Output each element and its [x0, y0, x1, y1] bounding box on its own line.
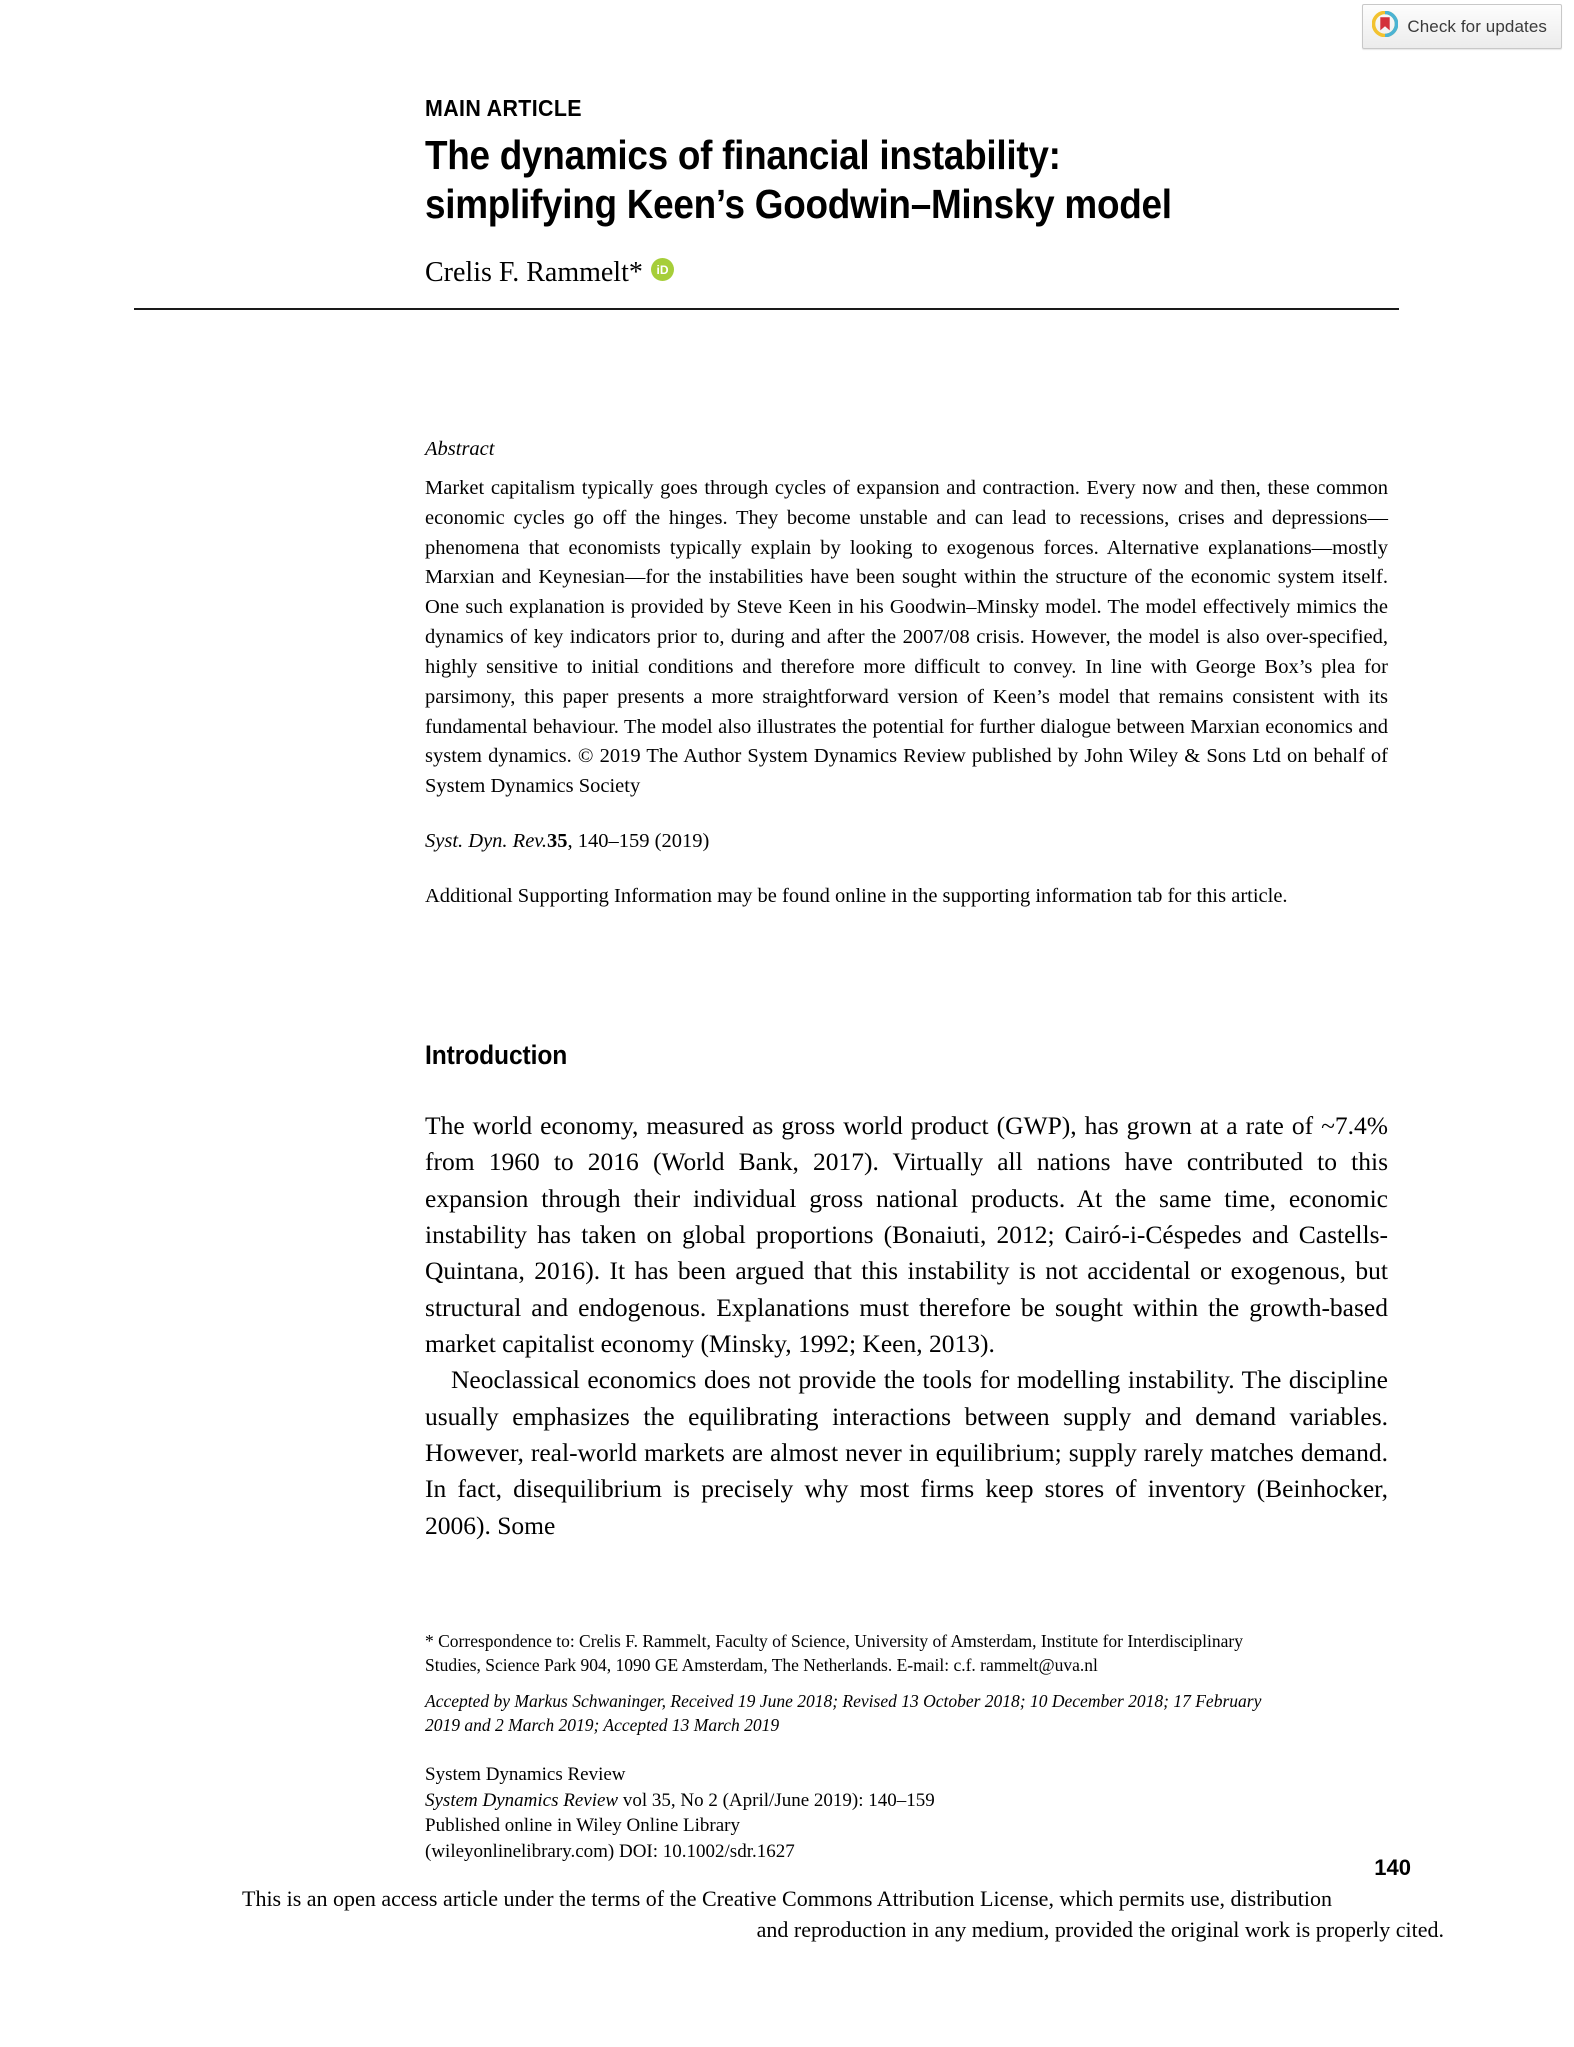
crossmark-icon — [1372, 11, 1398, 42]
license-line-1: This is an open access article under the terms of the Creative Commons Attribution License, which permits use, distribution — [242, 1886, 1332, 1911]
doi-line: (wileyonlinelibrary.com) DOI: 10.1002/sdr.1627 — [425, 1841, 795, 1863]
author-name: Crelis F. Rammelt* — [425, 256, 643, 288]
journal-info-block — [425, 1762, 1295, 1865]
journal-name-italic: System Dynamics Review — [425, 1789, 619, 1811]
abstract-section — [425, 438, 1388, 911]
correspondence-note: * Correspondence to: Crelis F. Rammelt, Faculty of Science, University of Amsterdam, Institute for Interdisciplinary Studies, Science Park 904, 1090 GE Amsterdam, The Netherlands. E-mail: c.f. rammelt@uva.nl — [425, 1631, 1244, 1675]
abstract-copyright: © 2019 The Author System Dynamics Review published by John Wiley & Sons Ltd on behalf of System Dynamics Society — [425, 745, 1388, 798]
check-for-updates-badge[interactable] — [1362, 4, 1562, 49]
page-title — [425, 131, 1414, 229]
paragraph-2: Neoclassical economics does not provide the tools for modelling instability. The discipline usually emphasizes the equilibrating interactions between supply and demand variables. However, real-world markets are almost never in equilibrium; supply rarely matches demand. In fact, disequilibrium is precisely why most firms keep stores of inventory (Beinhocker, 2006). Some — [425, 1365, 1388, 1540]
published-online-note: Published online in Wiley Online Library — [425, 1815, 740, 1837]
title-line-1: The dynamics of financial instability: — [425, 132, 1061, 179]
abstract-body — [425, 474, 1388, 802]
article-kicker: MAIN ARTICLE — [425, 95, 582, 121]
title-line-2: simplifying Keen’s Goodwin–Minsky model — [425, 181, 1172, 228]
footnote-block — [425, 1630, 1295, 1737]
abstract-citation — [425, 827, 1388, 857]
article-header — [425, 96, 1415, 289]
abstract-heading: Abstract — [425, 438, 495, 460]
journal-name: System Dynamics Review — [425, 1764, 626, 1785]
check-for-updates-label: Check for updates — [1407, 16, 1547, 36]
review-dates: Accepted by Markus Schwaninger, Received 19 June 2018; Revised 13 October 2018; 10 December 2018; 17 February 2019 and 2 March 2019; Accepted 13 March 2019 — [425, 1691, 1262, 1735]
orcid-id-icon[interactable] — [651, 256, 674, 290]
citation-rest: , 140–159 (2019) — [567, 829, 710, 852]
section-heading-introduction: Introduction — [425, 1040, 568, 1070]
paragraph-1: The world economy, measured as gross world product (GWP), has grown at a rate of ~7.4% from 1960 to 2016 (World Bank, 2017). Virtually all nations have contributed to this expansion through their individual gross national products. At the same time, economic instability has taken on global proportions (Bonaiuti, 2012; Cairó-i-Céspedes and Castells-Quintana, 2016). It has been argued that this instability is not accidental or exogenous, but structural and endogenous. Explanations must therefore be sought within the growth-based market capitalist economy (Minsky, 1992; Keen, 2013). — [425, 1111, 1388, 1358]
license-line-2: and reproduction in any medium, provided the original work is properly cited. — [756, 1916, 1444, 1942]
citation-journal: Syst. Dyn. Rev. — [425, 829, 547, 852]
svg-text:iD: iD — [656, 262, 669, 277]
page-number: 140 — [1374, 1855, 1411, 1880]
journal-issue-rest: vol 35, No 2 (April/June 2019): 140–159 — [618, 1789, 935, 1811]
journal-issue-line — [425, 1788, 1295, 1814]
supporting-information-note: Additional Supporting Information may be found online in the supporting information tab for this article. — [425, 884, 1288, 907]
abstract-text: Market capitalism typically goes through cycles of expansion and contraction. Every now and then, these common economic cycles go off the hinges. They become unstable and can lead to recessions, crises and depressions—phenomena that economists typically explain by looking to exogenous forces. Alternative explanations—mostly Marxian and Keynesian—for the instabilities have been sought within the structure of the economic system itself. One such explanation is provided by Steve Keen in his Goodwin–Minsky model. The model effectively mimics the dynamics of key indicators prior to, during and after the 2007/08 crisis. However, the model is also over-specified, highly sensitive to initial conditions and therefore more difficult to convey. In line with George Box’s plea for parsimony, this paper presents a more straightforward version of Keen’s model that remains consistent with its fundamental behaviour. The model also illustrates the potential for further dialogue between Marxian economics and system dynamics. — [425, 477, 1388, 768]
license-note — [130, 1884, 1444, 1946]
introduction-body — [425, 1108, 1388, 1544]
header-divider — [134, 308, 1399, 310]
citation-volume: 35 — [547, 829, 568, 852]
author-line — [425, 256, 1415, 290]
